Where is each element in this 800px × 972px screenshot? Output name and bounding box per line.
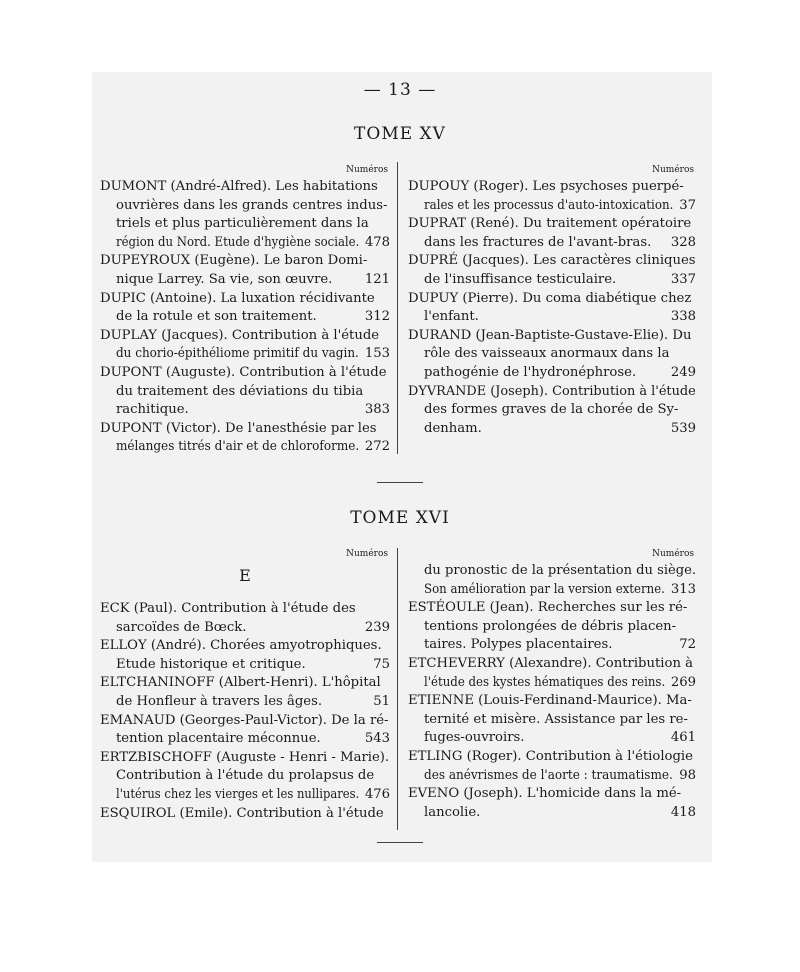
thesis-number: 328 bbox=[670, 234, 696, 250]
index-entry-line bbox=[100, 805, 390, 824]
section-separator bbox=[377, 842, 423, 843]
thesis-number: 72 bbox=[679, 637, 696, 653]
entry-text: Etude historique et critique. bbox=[116, 656, 306, 672]
index-entry-line bbox=[408, 599, 696, 618]
index-entry-line bbox=[100, 234, 390, 253]
entry-text: DUPONT (Auguste). Contribution à l'étude bbox=[100, 364, 387, 380]
column-divider bbox=[397, 162, 398, 454]
entry-text: DUPRÉ (Jacques). Les caractères cliniques bbox=[408, 253, 696, 269]
entry-text: ESTÉOULE (Jean). Recherches sur les ré- bbox=[408, 600, 688, 616]
index-entry-line bbox=[100, 693, 390, 712]
index-entry-line bbox=[408, 401, 696, 420]
index-entry-line bbox=[408, 692, 696, 711]
numeros-header: Numéros bbox=[346, 549, 388, 559]
index-entry-line bbox=[100, 712, 390, 731]
index-entry-line bbox=[408, 215, 696, 234]
entry-text: DURAND (Jean-Baptiste-Gustave-Elie). Du bbox=[408, 327, 692, 343]
entry-text: sarcoïdes de Bœck. bbox=[116, 619, 247, 635]
section-title-tome-xv: TOME XV bbox=[354, 124, 446, 144]
index-entry-line bbox=[100, 308, 390, 327]
thesis-number: 313 bbox=[670, 581, 696, 597]
index-entry-line bbox=[408, 308, 696, 327]
thesis-number: 153 bbox=[364, 346, 390, 362]
entry-text: rôle des vaisseaux anormaux dans la bbox=[424, 346, 670, 362]
entry-text: ETLING (Roger). Contribution à l'étiologie bbox=[408, 748, 693, 764]
index-entry-line bbox=[408, 234, 696, 253]
entry-text: DUPONT (Victor). De l'anesthésie par les bbox=[100, 420, 377, 436]
index-entry-line bbox=[408, 290, 696, 309]
index-entry-line bbox=[100, 383, 390, 402]
entry-text: ESQUIROL (Emile). Contribution à l'étude bbox=[100, 805, 384, 821]
index-entry-line bbox=[100, 364, 390, 383]
entry-text: région du Nord. Etude d'hygiène sociale. bbox=[116, 234, 360, 250]
entry-text: taires. Polypes placentaires. bbox=[424, 637, 613, 653]
entry-text: EMANAUD (Georges-Paul-Victor). De la ré- bbox=[100, 712, 389, 728]
index-entry-line bbox=[100, 674, 390, 693]
thesis-number: 312 bbox=[364, 309, 390, 325]
thesis-number: 476 bbox=[364, 786, 390, 802]
index-entry-line bbox=[100, 401, 390, 420]
entry-text: rachitique. bbox=[116, 402, 189, 418]
tome-xvi-right-column bbox=[408, 548, 696, 822]
tome-xvi-left-column bbox=[100, 548, 390, 823]
entry-text: DUPRAT (René). Du traitement opératoire bbox=[408, 216, 692, 232]
index-entry-line bbox=[408, 271, 696, 290]
index-entry-line bbox=[408, 581, 696, 600]
entry-text: ETCHEVERRY (Alexandre). Contribution à bbox=[408, 655, 693, 671]
index-entry-line bbox=[100, 656, 390, 675]
section-letter: E bbox=[239, 566, 251, 585]
index-entry-line bbox=[100, 730, 390, 749]
entry-text: ouvrières dans les grands centres indus- bbox=[116, 197, 388, 213]
entry-text: DUPEYROUX (Eugène). Le baron Domi- bbox=[100, 253, 368, 269]
thesis-number: 478 bbox=[364, 234, 390, 250]
index-entry-line bbox=[100, 786, 390, 805]
index-entry-line bbox=[408, 729, 696, 748]
index-entry-line bbox=[100, 327, 390, 346]
entry-text: Son amélioration par la version externe. bbox=[424, 581, 665, 597]
index-entry-line bbox=[100, 252, 390, 271]
index-entry-line bbox=[100, 767, 390, 786]
entry-text: nique Larrey. Sa vie, son œuvre. bbox=[116, 271, 333, 287]
numeros-header: Numéros bbox=[652, 549, 694, 559]
index-entry-line bbox=[408, 711, 696, 730]
thesis-number: 121 bbox=[364, 271, 390, 287]
entry-text: DUPLAY (Jacques). Contribution à l'étude bbox=[100, 327, 380, 343]
entry-text: lancolie. bbox=[424, 804, 481, 820]
entry-text: triels et plus particulièrement dans la bbox=[116, 216, 369, 232]
entry-text: denham. bbox=[424, 420, 482, 436]
entry-text: ELTCHANINOFF (Albert-Henri). L'hôpital bbox=[100, 675, 381, 691]
thesis-number: 51 bbox=[373, 693, 390, 709]
entry-text: du chorio-épithéliome primitif du vagin. bbox=[116, 346, 359, 362]
entry-text: Contribution à l'étude du prolapsus de bbox=[116, 768, 375, 784]
entry-text: des anévrismes de l'aorte : traumatisme. bbox=[424, 767, 673, 783]
index-entry-line bbox=[100, 600, 390, 619]
entry-text: DYVRANDE (Joseph). Contribution à l'étude bbox=[408, 383, 696, 399]
index-entry-line bbox=[408, 327, 696, 346]
entry-text: mélanges titrés d'air et de chloroforme. bbox=[116, 439, 360, 455]
section-separator bbox=[377, 482, 423, 483]
index-entry-line bbox=[100, 345, 390, 364]
index-entry-line bbox=[408, 197, 696, 216]
entry-text: ERTZBISCHOFF (Auguste - Henri - Marie). bbox=[100, 749, 390, 765]
thesis-number: 98 bbox=[679, 767, 696, 783]
index-entry-line bbox=[408, 178, 696, 197]
entry-text: fuges-ouvroirs. bbox=[424, 730, 525, 746]
entry-text: l'étude des kystes hématiques des reins. bbox=[424, 674, 666, 690]
entry-text: de l'insuffisance testiculaire. bbox=[424, 271, 617, 287]
thesis-number: 37 bbox=[679, 197, 696, 213]
index-entry-line bbox=[100, 438, 390, 457]
entry-text: dans les fractures de l'avant-bras. bbox=[424, 234, 652, 250]
entry-text: ELLOY (André). Chorées amyotrophiques. bbox=[100, 638, 382, 654]
entry-text: rales et les processus d'auto-intoxication. bbox=[424, 197, 674, 213]
index-entry-line bbox=[408, 804, 696, 823]
index-entry-line bbox=[408, 364, 696, 383]
index-entry-line bbox=[408, 655, 696, 674]
entry-text: du traitement des déviations du tibia bbox=[116, 383, 364, 399]
thesis-number: 239 bbox=[364, 619, 390, 635]
index-entry-line bbox=[100, 178, 390, 197]
tome-xv-right-column bbox=[408, 164, 696, 438]
entry-text: des formes graves de la chorée de Sy- bbox=[424, 402, 679, 418]
entry-text: ternité et misère. Assistance par les re- bbox=[424, 711, 688, 727]
entry-text: tention placentaire méconnue. bbox=[116, 731, 321, 747]
index-entry-line bbox=[408, 748, 696, 767]
numeros-header: Numéros bbox=[652, 165, 694, 175]
entry-text: ECK (Paul). Contribution à l'étude des bbox=[100, 601, 356, 616]
thesis-number: 543 bbox=[364, 731, 390, 747]
entry-text: EVENO (Joseph). L'homicide dans la mé- bbox=[408, 786, 682, 802]
index-entry-line bbox=[408, 345, 696, 364]
index-entry-line bbox=[408, 420, 696, 439]
entry-text: DUPOUY (Roger). Les psychoses puerpé- bbox=[408, 179, 684, 194]
index-entry-line bbox=[408, 674, 696, 693]
page-number: — 13 — bbox=[363, 80, 437, 100]
entry-text: de Honfleur à travers les âges. bbox=[116, 693, 323, 709]
thesis-number: 75 bbox=[373, 656, 390, 672]
index-entry-line bbox=[100, 749, 390, 768]
entry-text: l'enfant. bbox=[424, 309, 479, 325]
thesis-number: 269 bbox=[670, 674, 696, 690]
entry-text: DUMONT (André-Alfred). Les habitations bbox=[100, 179, 378, 194]
index-entry-line bbox=[100, 215, 390, 234]
entry-text: l'utérus chez les vierges et les nullipares. bbox=[116, 786, 360, 802]
entry-text: DUPUY (Pierre). Du coma diabétique chez bbox=[408, 290, 692, 306]
index-entry-line bbox=[408, 636, 696, 655]
thesis-number: 418 bbox=[670, 804, 696, 820]
column-divider bbox=[397, 548, 398, 830]
thesis-number: 249 bbox=[670, 364, 696, 380]
entry-text: ETIENNE (Louis-Ferdinand-Maurice). Ma- bbox=[408, 693, 692, 709]
index-entry-line bbox=[100, 271, 390, 290]
index-entry-line bbox=[100, 290, 390, 309]
entry-text: du pronostic de la présentation du siège. bbox=[424, 563, 697, 578]
index-entry-line bbox=[408, 252, 696, 271]
thesis-number: 539 bbox=[670, 420, 696, 436]
index-entry-line bbox=[408, 767, 696, 786]
numeros-header: Numéros bbox=[346, 165, 388, 175]
index-entry-line bbox=[408, 562, 696, 581]
index-entry-line bbox=[408, 785, 696, 804]
index-entry-line bbox=[100, 619, 390, 638]
index-entry-line bbox=[100, 637, 390, 656]
index-entry-line bbox=[100, 420, 390, 439]
entry-text: DUPIC (Antoine). La luxation récidivante bbox=[100, 290, 375, 306]
thesis-number: 461 bbox=[670, 730, 696, 746]
entry-text: de la rotule et son traitement. bbox=[116, 309, 317, 325]
index-entry-line bbox=[408, 383, 696, 402]
thesis-number: 272 bbox=[364, 439, 390, 455]
entry-text: tentions prolongées de débris placen- bbox=[424, 618, 677, 634]
thesis-number: 338 bbox=[670, 309, 696, 325]
tome-xv-left-column bbox=[100, 164, 390, 457]
entry-text: pathogénie de l'hydronéphrose. bbox=[424, 364, 637, 380]
index-entry-line bbox=[100, 197, 390, 216]
thesis-number: 383 bbox=[364, 402, 390, 418]
index-entry-line bbox=[408, 618, 696, 637]
thesis-number: 337 bbox=[670, 271, 696, 287]
section-title-tome-xvi: TOME XVI bbox=[350, 508, 450, 528]
